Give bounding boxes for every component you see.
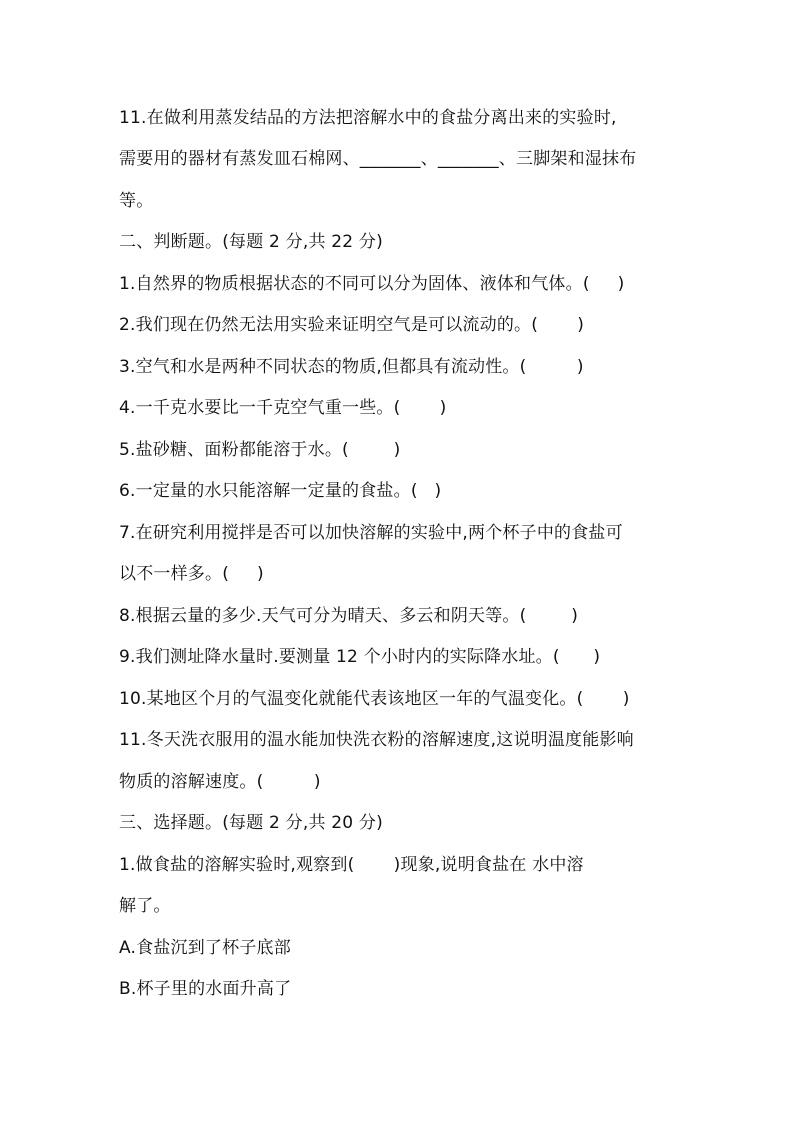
fill-question-11-line-1: 11.在做利用蒸发结品的方法把溶解水中的食盐分离出来的实验时, [119,108,617,128]
choice-option-a: A.食盐沉到了杯子底部 [119,938,291,958]
judgment-question-11-line-1: 11.冬天洗衣服用的温水能加快洗衣粉的溶解速度,这说明温度能影响 [119,730,634,750]
choice-option-b: B.杯子里的水面升高了 [119,979,292,999]
judgment-question-7-line-2: 以不一样多。( ) [119,564,264,584]
judgment-question-10: 10.某地区个月的气温变化就能代表该地区一年的气温变化。( ) [119,689,630,709]
choice-question-1-line-2: 解了。 [119,896,171,916]
section-heading-choice: 三、选择题。(每题 2 分,共 20 分) [119,813,383,833]
judgment-question-2: 2.我们现在仍然无法用实验来证明空气是可以流动的。( ) [119,315,585,335]
judgment-question-3: 3.空气和水是两种不同状态的物质,但都具有流动性。( ) [119,357,584,377]
fill-question-11-line-2: 需要用的器材有蒸发皿石棉网、_______、_______、三脚架和湿抹布 [119,149,637,169]
judgment-question-4: 4.一千克水要比一千克空气重一些。( ) [119,398,447,418]
section-heading-judgment: 二、判断题。(每题 2 分,共 22 分) [119,232,383,252]
judgment-question-6: 6.一定量的水只能溶解一定量的食盐。( ) [119,481,442,501]
choice-question-1-line-1: 1.做食盐的溶解实验时,观察到( )现象,说明食盐在 水中溶 [119,855,584,875]
judgment-question-7-line-1: 7.在研究利用搅拌是否可以加快溶解的实验中,两个杯子中的食盐可 [119,523,623,543]
judgment-question-11-line-2: 物质的溶解速度。( ) [119,772,321,792]
judgment-question-5: 5.盐砂糖、面粉都能溶于水。( ) [119,440,401,460]
judgment-question-9: 9.我们测址降水量时.要测量 12 个小时内的实际降水址。( ) [119,647,601,667]
fill-question-11-line-3: 等。 [119,191,154,211]
judgment-question-1: 1.自然界的物质根据状态的不同可以分为固体、液体和气体。( ) [119,274,625,294]
judgment-question-8: 8.根据云量的多少.天气可分为晴天、多云和阴天等。( ) [119,606,579,626]
